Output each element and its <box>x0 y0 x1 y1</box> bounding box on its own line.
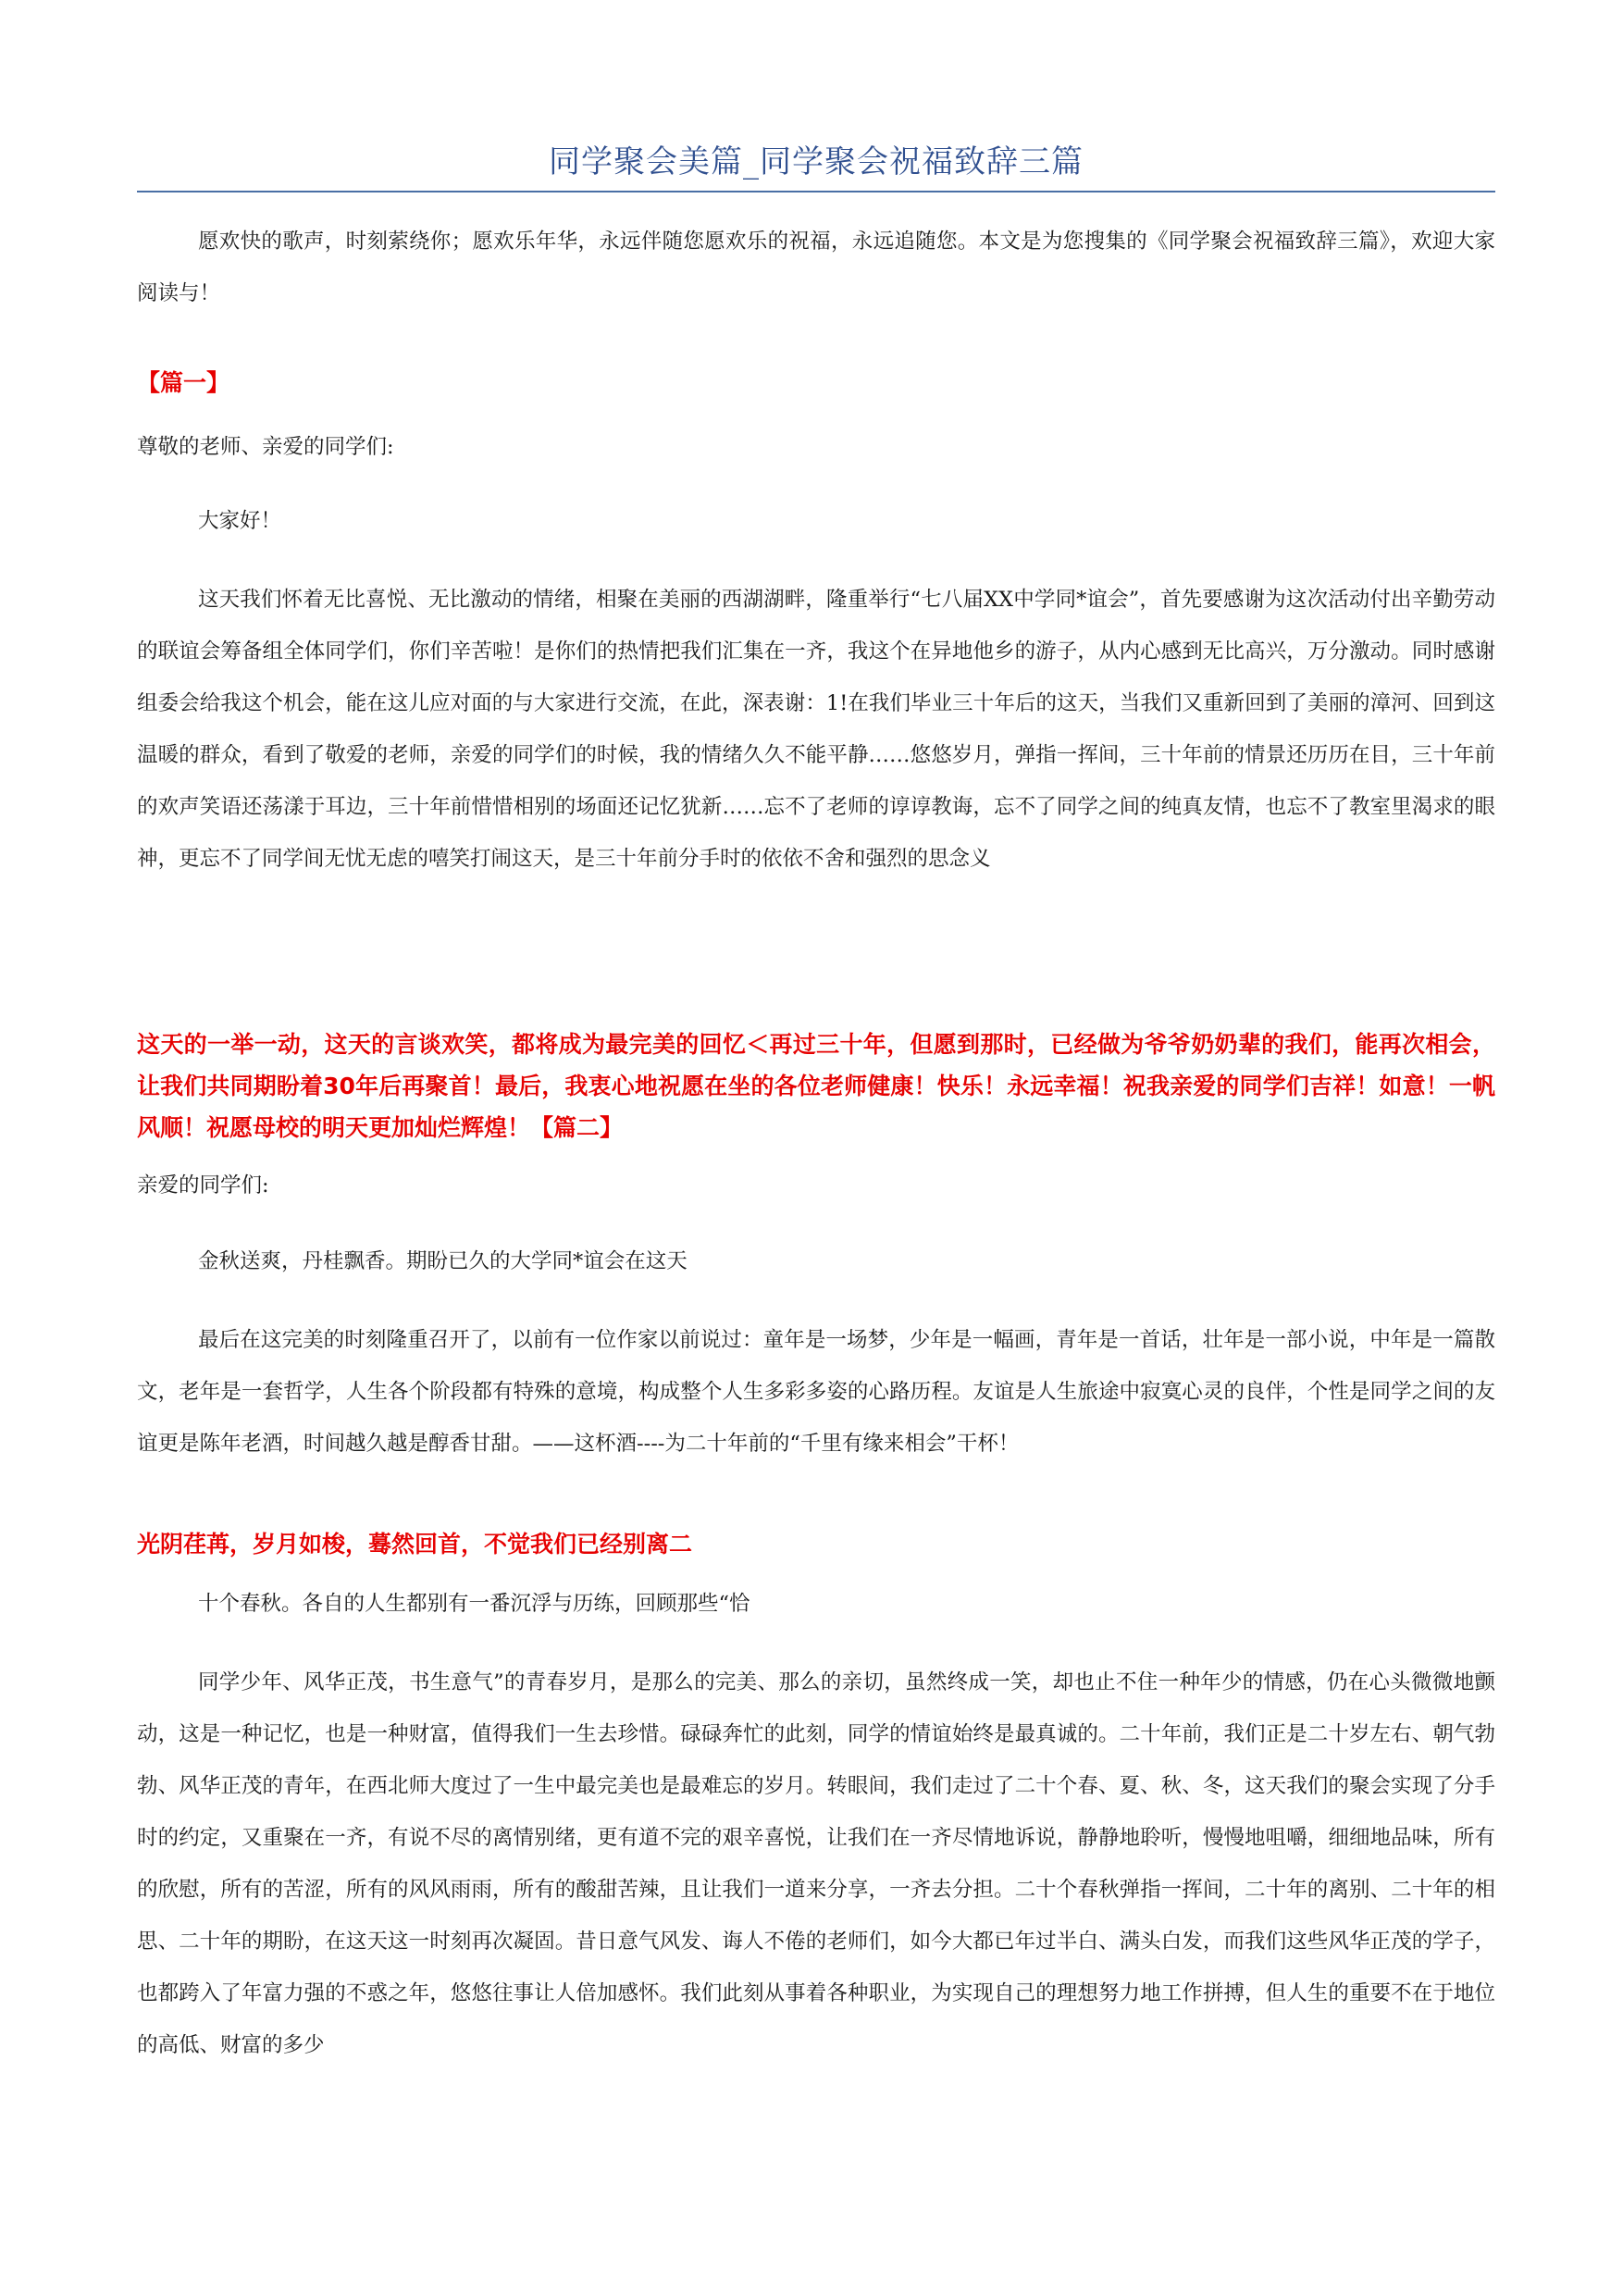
section2-opening-block <box>137 1235 1495 1287</box>
section1-salutation-block <box>137 421 1495 473</box>
section1-body-block <box>137 574 1495 885</box>
section2-body: 最后在这完美的时刻隆重召开了，以前有一位作家以前说过：童年是一场梦，少年是一幅画，青年是一首话，壮年是一部小说，中年是一篇散文，老年是一套哲学，人生各个阶段都有特殊的意境，构成整个人生多彩多姿的心路历程。友谊是人生旅途中寂寞心灵的良伴，个性是同学之间的友谊更是陈年老酒，时间越久越是醇香甘甜。——这杯酒----为二十年前的“千里有缘来相会”干杯！ <box>137 1328 1495 1456</box>
section2-highlight-block <box>137 1523 1495 1565</box>
section2-salutation-block <box>137 1160 1495 1211</box>
section2-body2: 同学少年、风华正茂，书生意气”的青春岁月，是那么的完美、那么的亲切，虽然终成一笑，却也止不住一种年少的情感，仍在心头微微地颤动，这是一种记忆，也是一种财富，值得我们一生去珍惜。碌碌奔忙的此刻，同学的情谊始终是最真诚的。二十年前，我们正是二十岁左右、朝气勃勃、风华正茂的青年，在西北师大度过了一生中最完美也是最难忘的岁月。转眼间，我们走过了二十个春、夏、秋、冬，这天我们的聚会实现了分手时的约定，又重聚在一齐，有说不尽的离情别绪，更有道不完的艰辛喜悦，让我们在一齐尽情地诉说，静静地聆听，慢慢地咀嚼，细细地品味，所有的欣慰，所有的苦涩，所有的风风雨雨，所有的酸甜苦辣，且让我们一道来分享，一齐去分担。二十个春秋弹指一挥间，二十年的离别、二十年的相思、二十年的期盼，在这天这一时刻再次凝固。昔日意气风发、诲人不倦的老师们，如今大都已年过半白、满头白发，而我们这些风华正茂的学子，也都跨入了年富力强的不惑之年，悠悠往事让人倍加感怀。我们此刻从事着各种职业，为实现自己的理想努力地工作拼搏，但人生的重要不在于地位的高低、财富的多少 <box>137 1670 1495 2057</box>
section1-greeting-block <box>137 495 1495 547</box>
section2-highlight: 光阴荏苒，岁月如梭，蓦然回首，不觉我们已经别离二 <box>137 1531 693 1558</box>
intro-paragraph: 愿欢快的歌声，时刻萦绕你；愿欢乐年华，永远伴随您愿欢乐的祝福，永远追随您。本文是为您搜集的《同学聚会祝福致辞三篇》，欢迎大家阅读与！ <box>137 230 1495 305</box>
section1-salutation: 尊敬的老师、亲爱的同学们: <box>137 435 394 459</box>
title-underline <box>137 191 1495 192</box>
section1-highlight: 这天的一举一动，这天的言谈欢笑，都将成为最完美的回忆＜再过三十年，但愿到那时，已经做为爷爷奶奶辈的我们，能再次相会，让我们共同期盼着30年后再聚首！最后，我衷心地祝愿在坐的各位老师健康！快乐！永远幸福！祝我亲爱的同学们吉祥！如意！一帆风顺！祝愿母校的明天更加灿烂辉煌！【篇二】 <box>137 1031 1495 1141</box>
section1-greeting: 大家好！ <box>198 509 282 533</box>
section2-continuation-block <box>137 1578 1495 1630</box>
section2-body-block <box>137 1314 1495 1470</box>
section1-heading-block <box>137 362 1495 403</box>
section2-continuation: 十个春秋。各自的人生都别有一番沉浮与历练，回顾那些“恰 <box>198 1592 750 1616</box>
section2-opening: 金秋送爽，丹桂飘香。期盼已久的大学同*谊会在这天 <box>198 1249 688 1273</box>
section2-salutation: 亲爱的同学们: <box>137 1173 269 1198</box>
section2-body2-block <box>137 1657 1495 2071</box>
section1-body: 这天我们怀着无比喜悦、无比激动的情绪，相聚在美丽的西湖湖畔，隆重举行“七八届XX中学同*谊会”，首先要感谢为这次活动付出辛勤劳动的联谊会筹备组全体同学们，你们辛苦啦！是你们的热情把我们汇集在一齐，我这个在异地他乡的游子，从内心感到无比高兴，万分激动。同时感谢组委会给我这个机会，能在这儿应对面的与大家进行交流，在此，深表谢：1!在我们毕业三十年后的这天，当我们又重新回到了美丽的漳河、回到这温暖的群众，看到了敬爱的老师，亲爱的同学们的时候，我的情绪久久不能平静……悠悠岁月，弹指一挥间，三十年前的情景还历历在目，三十年前的欢声笑语还荡漾于耳边，三十年前惜惜相别的场面还记忆犹新……忘不了老师的谆谆教诲，忘不了同学之间的纯真友情，也忘不了教室里渴求的眼神，更忘不了同学间无忧无虑的嘻笑打闹这天，是三十年前分手时的依依不舍和强烈的思念义 <box>137 588 1495 871</box>
intro-block <box>137 216 1495 319</box>
document-title: 同学聚会美篇_同学聚会祝福致辞三篇 <box>549 143 1084 180</box>
section1-heading: 【篇一】 <box>137 369 230 396</box>
section1-highlight-block <box>137 1024 1495 1148</box>
